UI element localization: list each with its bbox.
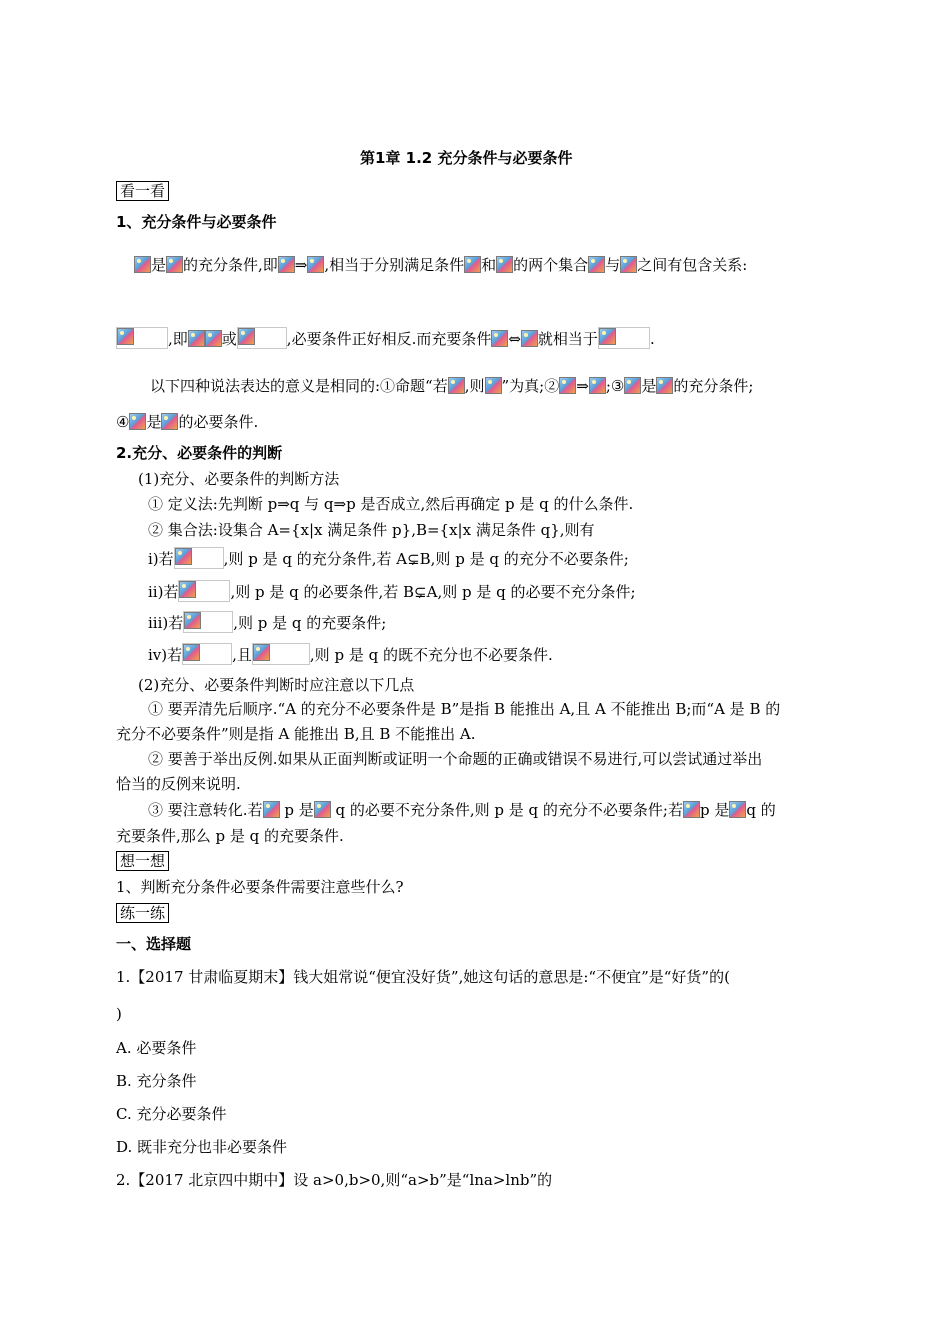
note-3-line-1: ③ 要注意转化.若 p 是 q 的必要不充分条件,则 p 是 q 的充分不必要条件;若 p 是 q 的 [148,801,776,819]
section-label-practice: 练一练 [116,903,169,923]
question-2: 2.【2017 北京四中期中】设 a>0,b>0,则“a>b”是“lna>lnb”的 [116,1171,553,1189]
formula-image-icon [263,801,280,818]
option-a: A. 必要条件 [116,1039,197,1057]
formula-image-icon [448,377,465,394]
question-1-line-1: 1.【2017 甘肃临夏期末】钱大姐常说“便宜没好货”,她这句话的意思是:“不便宜”是“好货”的( [116,968,730,986]
formula-image [237,327,287,349]
formula-image [598,327,650,349]
section-label-think: 想一想 [116,851,169,871]
formula-image [116,327,168,349]
option-c: C. 充分必要条件 [116,1105,227,1123]
formula-image-icon [134,256,151,273]
formula-image-icon [464,256,481,273]
option-d: D. 既非充分也非必要条件 [116,1138,288,1156]
note-3-line-2: 充要条件,那么 p 是 q 的充要条件. [116,827,344,845]
note-1-line-2: 充分不必要条件”则是指 A 能推出 B,且 B 不能推出 A. [116,725,476,743]
formula-image-icon [485,377,502,394]
formula-image-icon [161,413,178,430]
method-2-title: (2)充分、必要条件判断时应注意以下几点 [138,676,415,694]
formula-image [252,643,310,665]
formula-image-icon [491,330,508,347]
formula-image [182,643,232,665]
formula-image-icon [588,256,605,273]
note-2-line-1: ② 要善于举出反例.如果从正面判断或证明一个命题的正确或错误不易进行,可以尝试通过举出 [148,750,763,768]
note-1-line-1: ① 要弄清先后顺序.“A 的充分不必要条件是 B”是指 B 能推出 A,且 A 不能推出 B;而“A 是 B 的 [148,700,781,718]
formula-image-icon [620,256,637,273]
formula-image-icon [589,377,606,394]
formula-image [183,611,233,633]
page-title: 第1章 1.2 充分条件与必要条件 [360,149,573,167]
section-label-look: 看一看 [116,181,169,201]
formula-image-icon [656,377,673,394]
heading-3: 一、选择题 [116,935,192,953]
paragraph-3: 以下四种说法表达的意义是相同的:①命题“若 ,则 ”为真;② ⇒ ;③ 是 的充分条件; [150,377,754,395]
formula-image-icon [496,256,513,273]
formula-image-icon [307,256,324,273]
paragraph-4: ④ 是 的必要条件. [116,413,259,431]
formula-image-icon [278,256,295,273]
case-4: iv)若 ,且 ,则 p 是 q 的既不充分也不必要条件. [148,643,553,665]
case-1: i)若 ,则 p 是 q 的充分条件,若 A⊊B,则 p 是 q 的充分不必要条件; [148,547,629,569]
formula-image [178,580,230,602]
method-1-title: (1)充分、必要条件的判断方法 [138,470,340,488]
question-1-line-2: ) [116,1005,122,1023]
formula-image-icon [314,801,331,818]
formula-image-icon [166,256,183,273]
option-b: B. 充分条件 [116,1072,197,1090]
case-2: ii)若 ,则 p 是 q 的必要条件,若 B⊊A,则 p 是 q 的必要不充分条件; [148,580,636,602]
heading-2: 2.充分、必要条件的判断 [116,444,283,462]
formula-image-icon [521,330,538,347]
formula-image-icon [683,801,700,818]
think-question: 1、判断充分条件必要条件需要注意些什么? [116,878,404,896]
method-definition: ① 定义法:先判断 p⇒q 与 q⇒p 是否成立,然后再确定 p 是 q 的什么条件. [148,495,634,513]
case-3: iii)若 ,则 p 是 q 的充要条件; [148,611,386,633]
formula-image-icon [559,377,576,394]
heading-1: 1、充分条件与必要条件 [116,213,277,231]
formula-image-icon [624,377,641,394]
formula-image-icon [188,330,205,347]
paragraph-2: ,即 或 ,必要条件正好相反.而充要条件 ⇔ 就相当于 . [116,327,655,349]
formula-image-icon [129,413,146,430]
note-2-line-2: 恰当的反例来说明. [116,775,241,793]
paragraph-1: 是 的充分条件,即 ⇒ ,相当于分别满足条件 和 的两个集合 与 之间有包含关系: [134,255,747,275]
formula-image-icon [729,801,746,818]
formula-image [174,547,224,569]
method-set: ② 集合法:设集合 A={x|x 满足条件 p},B={x|x 满足条件 q},则有 [148,521,595,539]
formula-image-icon [205,330,222,347]
